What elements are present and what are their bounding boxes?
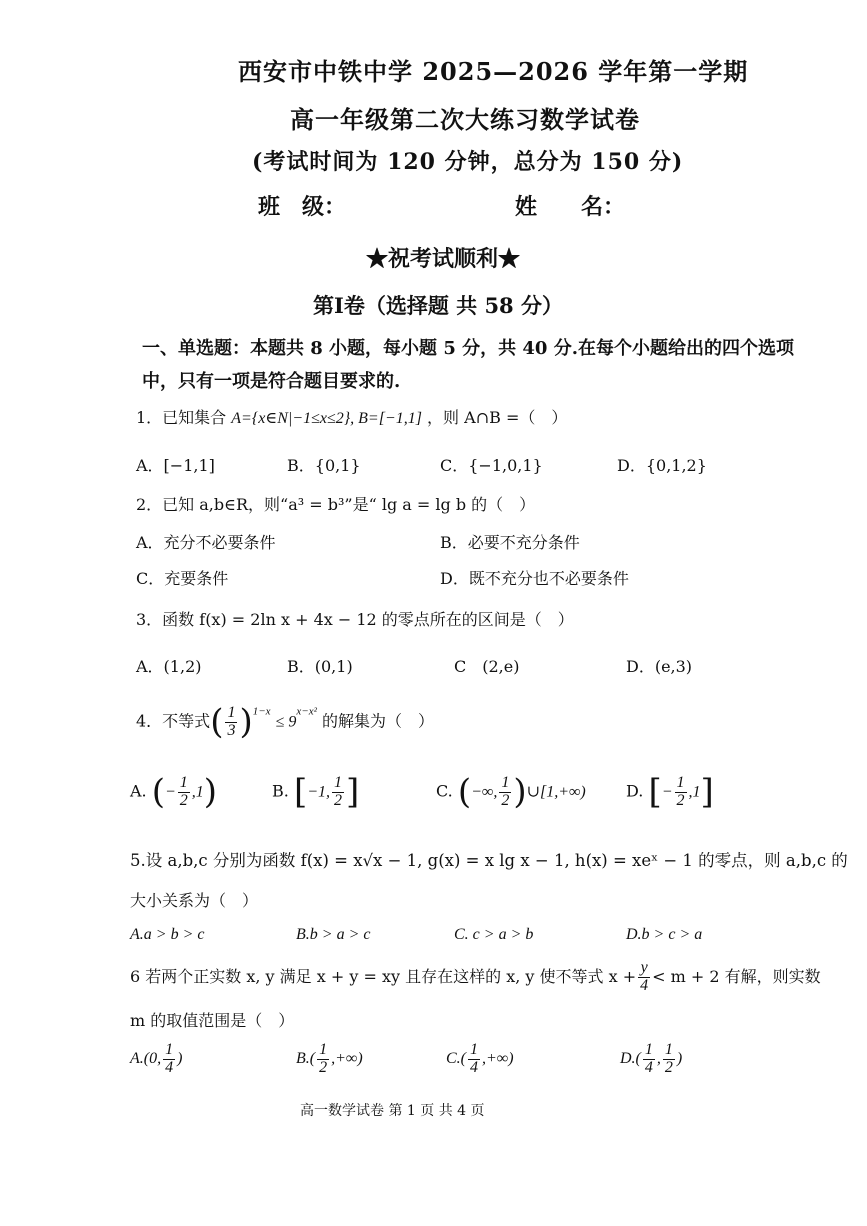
question-1-suffix: ，则 A∩B =（ ） <box>427 408 568 427</box>
good-luck-wish: ★祝考试顺利★ <box>366 246 521 272</box>
page-footer: 高一数学试卷 第 1 页 共 4 页 <box>300 1103 485 1119</box>
question-4-fraction: $\frac{1}{3}$ <box>227 703 236 739</box>
question-6-stem-line2: m 的取值范围是（ ） <box>130 1011 295 1030</box>
question-5-option-c: C. c > a > b <box>454 926 534 943</box>
exam-title-line2: 高一年级第二次大练习数学试卷 <box>290 105 640 134</box>
question-1-option-a: A．[−1,1] <box>136 456 215 475</box>
question-5-option-d: D.b > c > a <box>626 926 703 943</box>
question-5-option-b: B.b > a > c <box>296 926 371 943</box>
question-3-option-b: B．(0,1) <box>287 657 353 676</box>
question-6-option-d: D.( $\frac{1}{4}$ , $\frac{1}{2}$ ) <box>620 1041 683 1076</box>
name-label: 姓 名： <box>515 194 626 220</box>
question-4-mid: ≤ 9 <box>275 713 297 731</box>
question-4-exponent-2: x−x² <box>296 705 317 718</box>
question-4-exponent: 1−x <box>252 705 271 718</box>
question-3-option-a: A．(1,2) <box>136 657 202 676</box>
question-2-option-b: B．必要不充分条件 <box>440 533 580 552</box>
question-3-stem: 3．函数 f(x) = 2ln x + 4x − 12 的零点所在的区间是（ ） <box>136 610 574 629</box>
paren-left: ( <box>210 702 224 742</box>
question-4-option-a: A. (− $\frac{1}{2}$ ,1) <box>130 772 218 812</box>
question-2-option-c: C．充要条件 <box>136 569 229 588</box>
class-label: 班 级： <box>258 194 347 220</box>
question-5-stem-line2: 大小关系为（ ） <box>130 891 259 910</box>
question-1-option-d: D．{0,1,2} <box>617 456 707 475</box>
question-1-option-b: B．{0,1} <box>287 456 361 475</box>
exam-info: (考试时间为 120 分钟，总分为 150 分) <box>252 149 684 175</box>
question-3-option-d: D．(e,3) <box>626 657 693 676</box>
question-3-option-c: C (2,e) <box>454 657 520 676</box>
question-4-stem <box>136 702 434 742</box>
question-6-option-b: B.( $\frac{1}{2}$ ,+∞) <box>296 1041 363 1076</box>
question-4-option-c: C. (−∞, $\frac{1}{2}$ )∪[1,+∞) <box>436 772 586 812</box>
question-2-option-a: A．充分不必要条件 <box>136 533 276 552</box>
question-5-stem-line1: 5.设 a,b,c 分别为函数 f(x) = x√x − 1, g(x) = x lg x − 1, h(x) = xeˣ − 1 的零点，则 a,b,c 的 <box>130 851 848 870</box>
section-instruction-line1: 一、单选题：本题共 8 小题，每小题 5 分，共 40 分.在每个小题给出的四个选项 <box>142 338 794 359</box>
question-4-prefix: 4．不等式 <box>136 711 211 731</box>
question-1-option-c: C．{−1,0,1} <box>440 456 543 475</box>
question-6-stem-line1: 6 若两个正实数 x, y 满足 x + y = xy 且存在这样的 x, y 使不等式 x + $\frac{y}{4}$ < m + 2 有解，则实数 <box>130 959 821 994</box>
paren-right: ) <box>239 702 253 742</box>
exam-title-line1: 西安市中铁中学 2025—2026 学年第一学期 <box>238 57 749 86</box>
question-4-option-b: B. [−1, $\frac{1}{2}$ ] <box>272 772 360 812</box>
question-5-option-a: A.a > b > c <box>130 926 205 943</box>
question-4-suffix: 的解集为（ ） <box>322 711 435 731</box>
question-2-option-d: D．既不充分也不必要条件 <box>440 569 629 588</box>
question-6-option-a: A.(0, $\frac{1}{4}$ ) <box>130 1041 183 1076</box>
question-1-prefix: 1．已知集合 <box>136 408 227 427</box>
question-4-option-d: D. [− $\frac{1}{2}$ ,1] <box>626 772 714 812</box>
question-1-stem <box>136 405 567 428</box>
part-one-title: 第Ⅰ卷（选择题 共 58 分） <box>313 293 563 318</box>
section-instruction-line2: 中，只有一项是符合题目要求的. <box>142 371 401 392</box>
question-2-stem: 2．已知 a,b∈R，则“a³ = b³”是“ lg a = lg b 的（ ） <box>136 495 536 514</box>
question-1-math: A={x∈N|−1≤x≤2}, B=[−1,1] <box>231 410 422 427</box>
question-6-option-c: C.( $\frac{1}{4}$ ,+∞) <box>446 1041 514 1076</box>
